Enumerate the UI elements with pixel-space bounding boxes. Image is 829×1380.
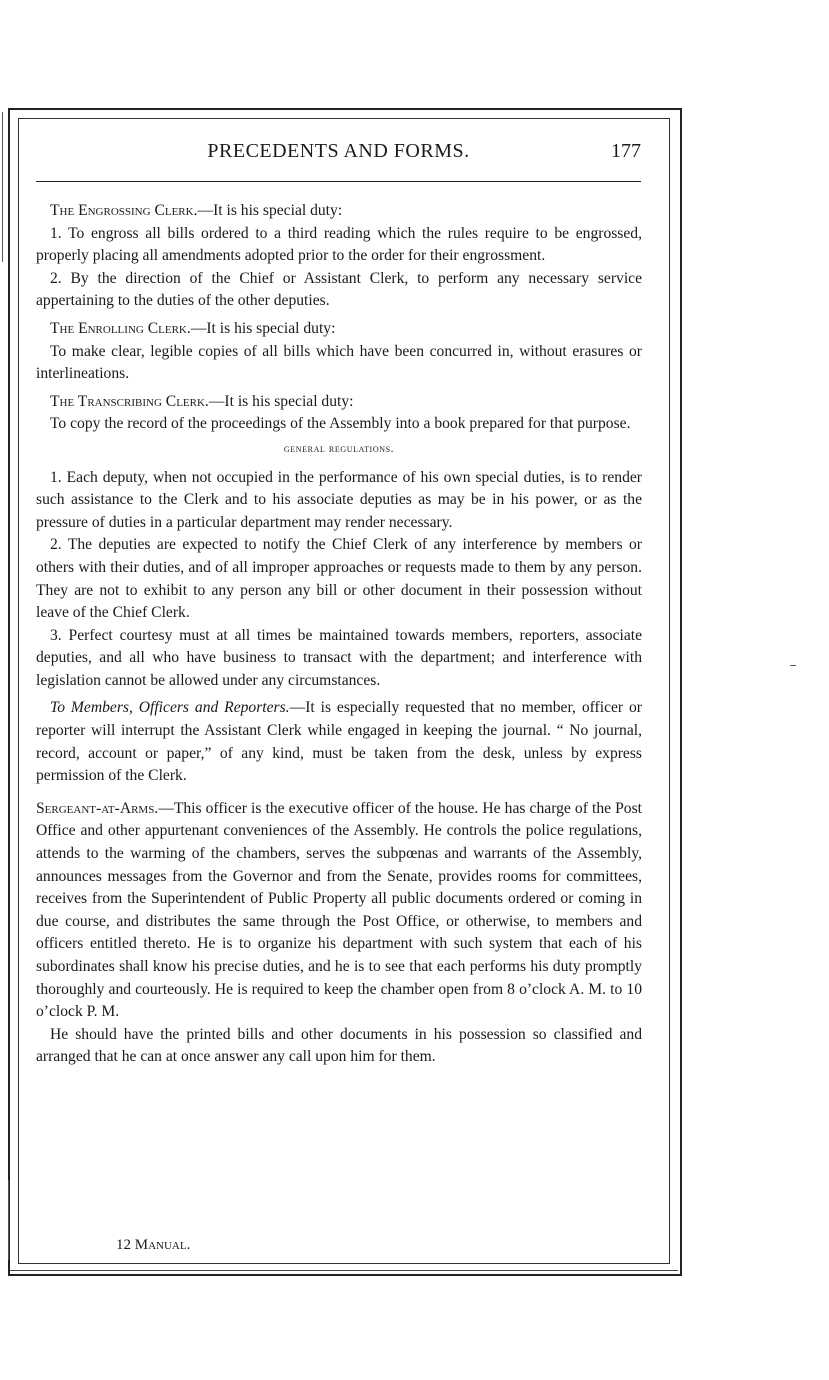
general-regulations-heading: general regulations. [283,442,395,455]
page-body [36,200,642,1069]
engrossing-heading: The Engrossing Clerk. [50,202,198,219]
general-item-3: 3. Perfect courtesy must at all times be maintained towards members, reporters, associate deputies, and all who have business to transact with the department; and interference with legislation cannot be allowed under any circumstances. [36,626,642,689]
margin-mark [790,665,796,666]
transcribing-intro: —It is his special duty: [208,392,354,410]
sergeant-body: —This officer is the executive officer of the house. He has charge of the Post Office and other appurtenant conveniences of the Assembly. He controls the police regulations, attends to the warming of the chambers, serves the subpœnas and warrants of the Assembly, announces messages from the Governor and from the Senate, provides rooms for committees, receives from the Superintendent of Public Property all public documents ordered or coming in due course, and distributes the same through the Post Office, or otherwise, to members and officers entitled thereto. He is to organize his department with such system that each of his subordinates shall know his precise duties, and he is to see that each performs his duty promptly thoroughly and courteously. He is required to keep the chamber open from 8 o’clock A. M. to 10 o’clock P. M. [36,799,642,1021]
sergeant-body-2: He should have the printed bills and other documents in his possession so classified and arranged that he can at once answer any call upon him for them. [36,1025,642,1066]
enrolling-heading: The Enrolling Clerk. [50,319,191,337]
members-body: —It is especially requested that no member, officer or reporter will interrupt the Assistant Clerk while engaged in keeping the journal. “ No journal, record, account or paper,” of any kind, must be taken from the desk, unless by express permission of the Clerk. [36,699,642,785]
general-item-2: 2. The deputies are expected to notify the Chief Clerk of any interference by members or others with their duties, and of all improper approaches or requests made to them by any person. They are not to exhibit to any person any bill or other document in their possession without leave of the Chief Clerk. [36,536,642,622]
margin-mark [2,112,3,262]
transcribing-heading: The Transcribing Clerk. [50,392,209,410]
enrolling-body: To make clear, legible copies of all bills which have been concurred in, without erasures or interlineations. [36,342,642,383]
engrossing-intro: —It is his special duty: [197,202,343,219]
sergeant-heading: Sergeant-at-Arms. [36,799,159,817]
general-item-1: 1. Each deputy, when not occupied in the performance of his own special duties, is to render such assistance to the Clerk and to his associate deputies as may be in his power, or as the pressure of duties in a particular department may render necessary. [36,468,642,531]
running-head: PRECEDENTS AND FORMS. [207,140,470,162]
engrossing-item-2: 2. By the direction of the Chief or Assistant Clerk, to perform any necessary service appertaining to the duties of the other deputies. [36,269,642,310]
enrolling-intro: —It is his special duty: [190,319,336,337]
signature-mark: 12 Manual. [116,1237,191,1253]
engrossing-item-1: 1. To engross all bills ordered to a third reading which the rules require to be engrossed, properly placing all amendments adopted prior to the order for their engrossment. [36,224,642,265]
header-rule [36,181,641,182]
page-number: 177 [611,140,641,162]
enrolling-section [36,318,642,341]
members-section [36,697,642,787]
transcribing-body: To copy the record of the proceedings of the Assembly into a book prepared for that purpose. [50,415,631,433]
page-header [36,140,641,170]
transcribing-section [36,391,642,414]
bottom-rule [10,1270,678,1271]
margin-mark [8,1180,9,1260]
members-heading: To Members, Officers and Reporters. [50,699,290,717]
engrossing-section [36,200,642,223]
sergeant-section [36,798,642,1024]
